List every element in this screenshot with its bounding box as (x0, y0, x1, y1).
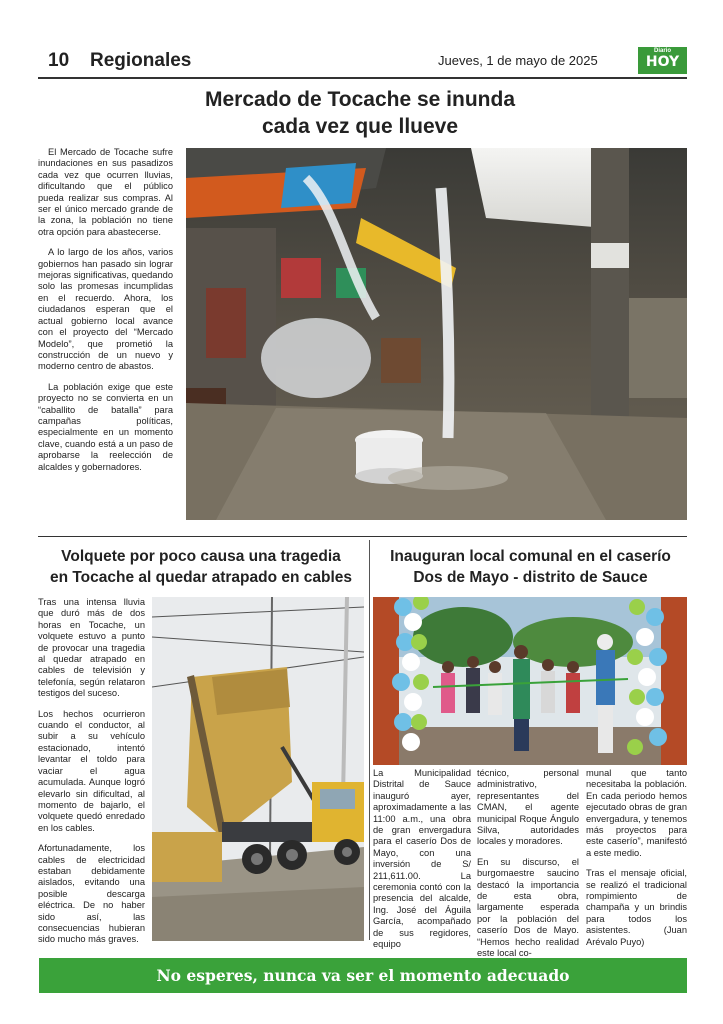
article3-paragraph: munal que tanto necesitaba la población. En cada periodo hemos ejecutado obras de gran envergadura, y tenemos más proyectos para este caserío”, manifestó a este medio. (586, 768, 687, 858)
article1-body (38, 147, 173, 482)
article1-paragraph: El Mercado de Tocache sufre inundaciones en sus pasadizos cada vez que ocurren lluvias, dificultando que el público pueda realizar sus compras. Al ser el único mercado grande de la zona, la población no tiene otra opción para abastecerse. (38, 147, 173, 237)
article3-headline-line1: Inauguran local comunal en el caserío (390, 548, 671, 565)
article2-headline-line2: en Tocache al quedar atrapado en cables (49, 569, 353, 586)
article2-paragraph: Tras una intensa lluvia que duró más de dos horas en Tocache, un volquete estuvo a punto de provocar una tragedia al quedar atrapado en cables de televisión y telefonía, según relataron testigos del suceso. (38, 597, 145, 699)
article2-headline-line1: Volquete por poco causa una tragedia (61, 548, 341, 565)
article3-paragraph: La Municipalidad Distrital de Sauce inauguró ayer, aproximadamente a las 11:00 a.m., una obra de gran envergadura para el caserío Dos de Mayo, con una inversión de S/ 211,611.00. La ceremonia contó con la presencia del alcalde, Ing. José del Águila García, acompañado de sus regidores, equipo (373, 768, 471, 950)
article3-headline-line2: Dos de Mayo - distrito de Sauce (413, 569, 648, 586)
market-flood-photo (186, 148, 687, 520)
article2-body (38, 597, 145, 955)
inauguration-photo (373, 597, 687, 765)
article1-paragraph: A lo largo de los años, varios gobiernos han pasado sin lograr mejoras significativas, quedando solo las promesas incumplidas en el recuerdo. Ahora, los ciudadanos esperan que el actual gobierno local avance con el proyecto del “Mercado Modelo”, que prometió la construcción de un nuevo y moderno centro de abastos. (38, 247, 173, 372)
article2-paragraph: Los hechos ocurrieron cuando el conductor, al subir a su vehículo estacionado, intentó levantar el toldo para vaciar el agua acumulada. Aunque logró elevarlo sin dificultad, al momento de bajarlo, el volquete quedó enredado en los cables. (38, 708, 145, 833)
article3-headline (374, 546, 687, 588)
article2-headline (38, 546, 364, 588)
article3-paragraph: Tras el mensaje oficial, se realizó el tradicional rompimiento de champaña y un brindis para todos los asistentes. (Juan Arévalo Puyo) (586, 868, 687, 947)
article3-column3 (586, 768, 687, 957)
footer-slogan-banner (39, 958, 687, 993)
article1-paragraph: La población exige que este proyecto no se convierta en un “caballito de batalla” para campañas políticas, especialmente en un momento clave, cuando está a un paso de aprobarse la reelección de alcaldes y gobernadores. (38, 381, 173, 472)
dump-truck-photo (152, 597, 364, 941)
column-divider (369, 540, 370, 940)
article1-headline-line2: cada vez que llueve (261, 115, 459, 138)
article1-headline (140, 86, 580, 140)
issue-date: Jueves, 1 de mayo de 2025 (438, 53, 598, 68)
section-title: Regionales (90, 50, 192, 71)
section-divider (38, 536, 687, 537)
logo-small-text: Diario (653, 48, 671, 54)
article3-paragraph: En su discurso, el burgomaestre saucino destacó la importancia de esta obra, largamente esperada por la población del caserío Dos de Mayo. “Hemos hecho realidad este local co- (477, 856, 579, 959)
article3-paragraph: técnico, personal administrativo, representantes del CMAN, el agente municipal Roque Ángulo Silva, autoridades locales y moradores. (477, 768, 579, 847)
article3-column1 (373, 768, 471, 960)
article3-column2 (477, 768, 579, 969)
article1-headline-line1: Mercado de Tocache se inunda (204, 88, 516, 111)
page-number: 10 (48, 50, 70, 71)
header-rule (38, 77, 687, 79)
newspaper-logo (638, 47, 687, 74)
logo-big-text: HOY (645, 54, 680, 70)
article2-paragraph: Afortunadamente, los cables de electricidad estaban debidamente aislados, evitando una posible descarga eléctrica. De no haber sido así, las consecuencias hubieran sido mucho más graves. (38, 843, 145, 945)
footer-slogan: No esperes, nunca va ser el momento adecuado (156, 966, 570, 985)
